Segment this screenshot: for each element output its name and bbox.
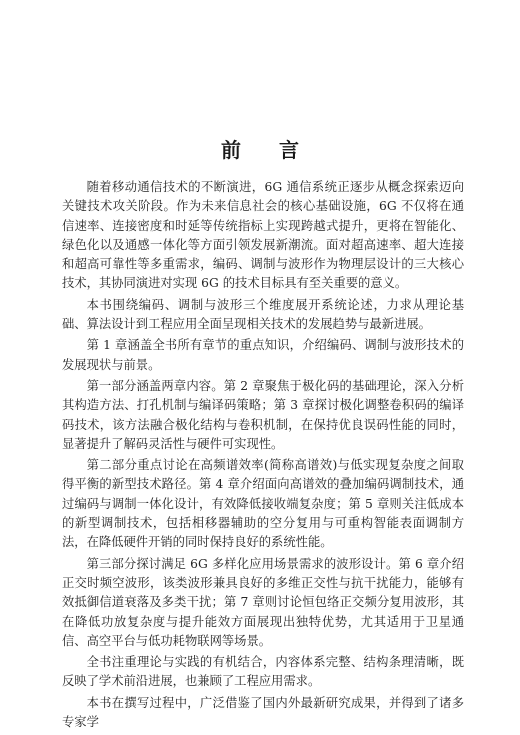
paragraph: 随着移动通信技术的不断演进，6G 通信系统正逐步从概念探索迈向关键技术攻关阶段。作为未来信息社会的核心基础设施，6G 不仅将在通信速率、连接密度和时延等传统指标上实现跨越式提升，更将在智能化、绿色化以及通感一体化等方面引领发展新潮流。面对超高速率、超大连接和超高可靠性等多重需求，编码、调制与波形作为物理层设计的三大核心技术，其协同演进对实现 6G 的技术目标具有至关重要的意义。	[62, 180, 464, 291]
paragraph: 全书注重理论与实践的有机结合，内容体系完整、结构条理清晰，既反映了学术前沿进展，也兼顾了工程应用需求。	[62, 655, 464, 689]
paragraph: 第二部分重点讨论在高频谱效率(简称高谱效)与低实现复杂度之间取得平衡的新型技术路径。第 4 章介绍面向高谱效的叠加编码调制技术，通过编码与调制一体化设计，有效降低接收端复杂度；第 5 章则关注低成本的新型调制技术，包括相移器辅助的空分复用与可重构智能表面调制方法，在降低硬件开销的同时保持良好的系统性能。	[62, 458, 464, 550]
preface-body	[62, 178, 464, 734]
paragraph: 本书在撰写过程中，广泛借鉴了国内外最新研究成果，并得到了诸多专家学	[62, 695, 464, 730]
paragraph: 第一部分涵盖两章内容。第 2 章聚焦于极化码的基础理论，深入分析其构造方法、打孔机制与编译码策略；第 3 章探讨极化调整卷积码的编译码技术，该方法融合极化结构与卷积机制，在保持优良误码性能的同时，显著提升了解码灵活性与硬件可实现性。	[62, 378, 464, 451]
paragraph: 第 1 章涵盖全书所有章节的重点知识，介绍编码、调制与波形技术的发展现状与前景。	[62, 338, 464, 372]
paragraph: 第三部分探讨满足 6G 多样化应用场景需求的波形设计。第 6 章介绍正交时频空波形，该类波形兼具良好的多维正交性与抗干扰能力，能够有效抵御信道衰落及多类干扰；第 7 章则讨论恒包络正交频分复用波形，其在降低功放复杂度与提升能效方面展现出独特优势，尤其适用于卫星通信、高空平台与低功耗物联网等场景。	[62, 556, 464, 648]
paragraph: 本书围绕编码、调制与波形三个维度展开系统论述，力求从理论基础、算法设计到工程应用全面呈现相关技术的发展趋势与最新进展。	[62, 297, 464, 332]
page-title: 前言	[221, 138, 337, 162]
